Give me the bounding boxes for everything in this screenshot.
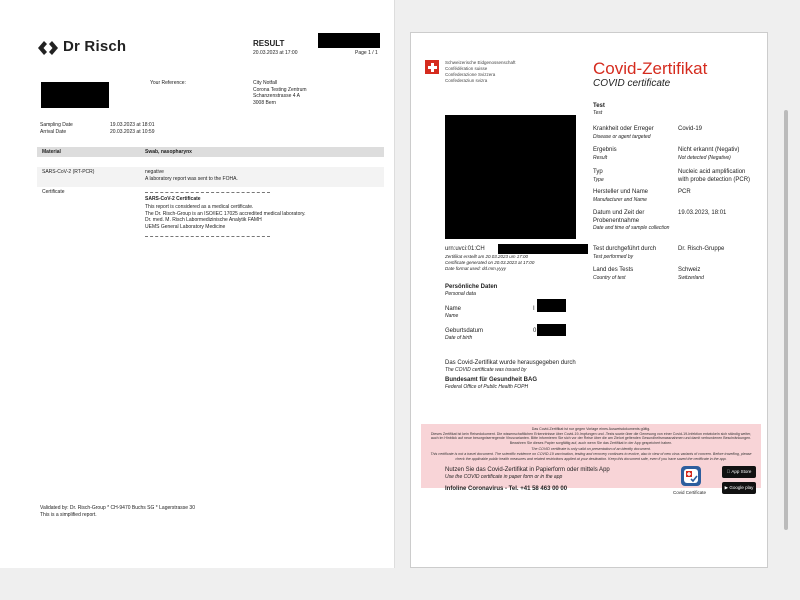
divider xyxy=(145,236,270,237)
value-country-en: Switzerland xyxy=(678,274,704,281)
cert-lines: This report is considered as a medical certificate. The Dr. Risch-Group is an ISO/IEC 17025 accredited medical laboratory. Dr. med. M. Risch Labormedizinische Analytik FAMH UEMS General Laboratory Medicine xyxy=(145,204,306,230)
page-label: Page 1 / 1 xyxy=(355,50,378,56)
app-usage-en: Use the COVID certificate in paper form or in the app xyxy=(445,474,563,480)
redacted-block xyxy=(498,244,588,254)
result-date: 20.03.2023 at 17:00 xyxy=(253,50,298,56)
field-country: Land des Tests Country of test xyxy=(593,267,634,281)
generated-date: Certificate generated on 20.03.2023 at 17:00 xyxy=(445,260,535,265)
result-title: RESULT xyxy=(253,39,285,48)
dob-initial: 0 xyxy=(533,328,537,334)
confederation-names: Schweizerische Eidgenossenschaft Confédération suisse Confederazione Svizzera Confederaziun svizra xyxy=(445,60,516,83)
name-label-en: Name xyxy=(445,313,459,319)
test-note: A laboratory report was sent to the FOHA. xyxy=(145,176,238,182)
address-block: City Notfall Corona Testing Zentrum Schanzenstrasse 4 A 3008 Bern xyxy=(253,80,307,106)
qr-code-redacted xyxy=(445,115,576,239)
your-reference-label: Your Reference: xyxy=(150,80,186,86)
play-icon: ▶ xyxy=(724,485,729,490)
scrollbar[interactable] xyxy=(784,110,788,530)
notice-de-title: Das Covid-Zertifikat ist nur gegen Vorlage eines Ausweisdokuments gültig. xyxy=(531,427,651,431)
app-name: Covid Certificate xyxy=(673,490,707,495)
field-disease: Krankheit oder Erreger Disease or agent targeted xyxy=(593,126,654,140)
value-country: Schweiz xyxy=(678,267,701,273)
redacted-block xyxy=(318,33,380,48)
value-manufacturer: PCR xyxy=(678,189,691,195)
section-test-de: Test xyxy=(593,103,605,109)
certificate-title: Covid-Zertifikat xyxy=(593,59,708,78)
footer-simplified: This is a simplified report. xyxy=(40,512,97,518)
issuer-en: Federal Office of Public Health FOPH xyxy=(445,384,529,390)
date-format: Date format used: dd.mm.yyyy xyxy=(445,266,507,271)
apple-icon xyxy=(727,469,730,474)
uvci: urn:uvci:01:CH xyxy=(445,246,485,252)
hotline: Infoline Coronavirus - Tel. +41 58 463 00 00 xyxy=(445,486,568,492)
field-performed-by: Test durchgeführt durch Test performed by xyxy=(593,246,657,260)
issued-by-en: The COVID certificate was issued by xyxy=(445,367,527,373)
value-performed-by: Dr. Risch-Gruppe xyxy=(678,246,725,252)
brand-name: Dr Risch xyxy=(63,38,127,55)
value-result-en: Not detected (Negative) xyxy=(678,154,731,161)
dr-risch-logo-icon xyxy=(38,40,58,56)
sampling-date-label: Sampling Date xyxy=(40,122,73,128)
divider xyxy=(145,192,270,193)
value-result: Nicht erkannt (Negativ) xyxy=(678,147,740,153)
certificate-subtitle: COVID certificate xyxy=(593,78,671,89)
issuer-de: Bundesamt für Gesundheit BAG xyxy=(445,377,538,383)
app-usage-de: Nutzen Sie das Covid-Zertifikat in Papierform oder mittels App xyxy=(445,467,610,473)
section-test-en: Test xyxy=(593,110,603,116)
certificate-label: Certificate xyxy=(42,189,65,195)
google-play-label: Google play xyxy=(729,485,754,490)
app-store-badge[interactable] xyxy=(722,466,756,478)
material-header: Material xyxy=(42,149,61,155)
test-result: negative xyxy=(145,169,164,175)
created-date: Zertifikat erstellt am 20.03.2023 um 17:00 xyxy=(445,254,529,259)
footer-validated: Validated by: Dr. Risch-Group * CH-9470 Buchs SG * Lagerstrasse 30 xyxy=(40,505,195,511)
notice-en-title: The COVID certificate is only valid on presentation of an identity document. xyxy=(531,447,651,452)
redacted-dob xyxy=(537,324,566,336)
arrival-date-value: 20.03.2023 at 10:59 xyxy=(110,129,155,135)
redacted-block xyxy=(41,82,109,108)
value-disease: Covid-19 xyxy=(678,126,703,132)
name-label-de: Name xyxy=(445,306,462,312)
covid-certificate-app-icon[interactable] xyxy=(681,466,701,486)
name-initial: I xyxy=(533,306,535,312)
app-store-label: App Store xyxy=(728,469,749,474)
material-table-header xyxy=(37,147,384,157)
personal-data-en: Personal data xyxy=(445,291,476,297)
personal-data-de: Persönliche Daten xyxy=(445,284,498,290)
field-result: Ergebnis Result xyxy=(593,147,617,161)
shield-check-icon xyxy=(681,466,701,486)
notice-en: This certificate is not a travel document. The scientific evidence on COVID-19 vaccination, testing and recovery continues to evolve, also in view of new virus variants of concern. Before travelling, please check the applicable public health measures and related restrictions applied at your destination. Keep this document safe, even if you have saved the certificate in the app. xyxy=(430,451,752,461)
value-sample-date: 19.03.2023, 18:01 xyxy=(678,210,727,216)
dob-label-en: Date of birth xyxy=(445,335,473,341)
lab-report-page xyxy=(0,0,395,568)
dob-label-de: Geburtsdatum xyxy=(445,328,484,334)
notice-de: Dieses Zertifikat ist kein Reisedokument. Die wissenschaftlichen Erkenntnisse über Covid-19-Impfungen und -Tests sowie über die Genesung von einer Covid-19-Infektion entwickeln sich ständig weiter, auch im Hinblick auf neue besorgniserregende Virusvarianten. Bitte informieren Sie sich vor der Reise über die am Zielort geltenden Gesundheitsmassnahmen und damit verbundenen Beschränkungen. Bewahren Sie dieses Papier sorgfältig auf, auch wenn Sie das Zertifikat in der App gespeichert haben. xyxy=(430,431,752,445)
sampling-date-value: 19.03.2023 at 18:01 xyxy=(110,122,155,128)
arrival-date-label: Arrival Date xyxy=(40,129,67,135)
field-type: Typ Type xyxy=(593,169,604,183)
test-name: SARS-CoV-2 (RT-PCR) xyxy=(42,169,95,175)
value-type-2: with probe detection (PCR) xyxy=(678,176,751,183)
cert-title: SARS-CoV-2 Certificate xyxy=(145,196,201,202)
field-sample-date: Datum und Zeit der Probenentnahme Date and time of sample collection xyxy=(593,210,670,231)
swiss-cross-icon xyxy=(425,60,439,74)
google-play-badge[interactable] xyxy=(722,482,756,494)
issued-by-de: Das Covid-Zertifikat wurde herausgegeben durch xyxy=(445,360,576,366)
field-manufacturer: Hersteller und Name Manufacturer and Name xyxy=(593,189,649,203)
value-type: Nucleic acid amplification xyxy=(678,169,746,175)
redacted-name xyxy=(537,299,566,312)
material-value: Swab, nasopharynx xyxy=(145,149,192,155)
